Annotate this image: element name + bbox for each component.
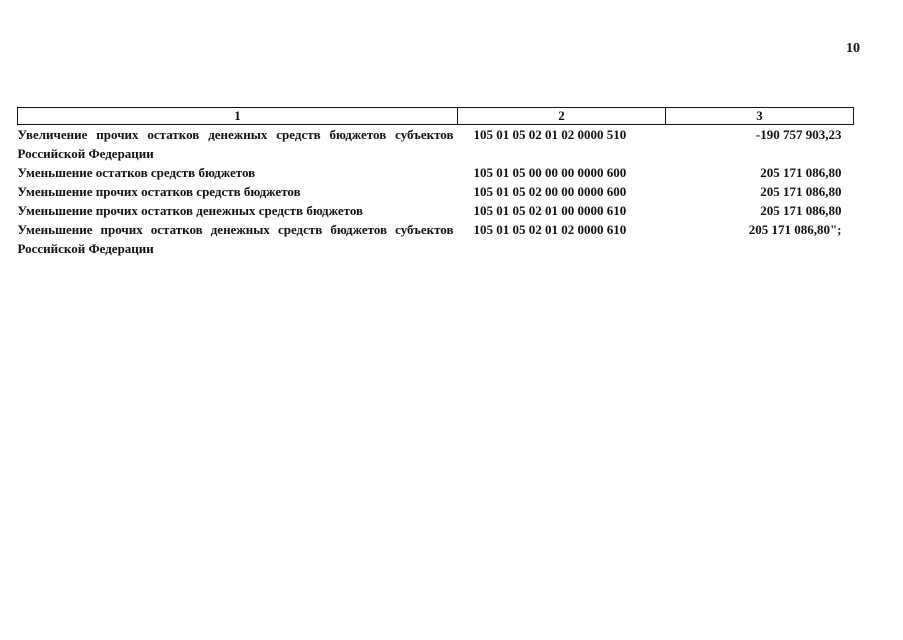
- row-amount: 205 171 086,80: [760, 165, 842, 180]
- column-header-2: 2: [458, 108, 666, 125]
- row-name: Уменьшение прочих остатков денежных средств бюджетов: [17, 203, 364, 218]
- table-row: [18, 163, 854, 182]
- row-code: 105 01 05 02 01 02 0000 510: [473, 127, 627, 142]
- table-row: [18, 201, 854, 220]
- row-name: Уменьшение остатков средств бюджетов: [17, 165, 256, 180]
- page-number: 10: [846, 41, 860, 56]
- row-name: Уменьшение прочих остатков средств бюджетов: [17, 184, 301, 199]
- row-code: 105 01 05 00 00 00 0000 600: [473, 165, 627, 180]
- row-amount: -190 757 903,23: [755, 127, 842, 142]
- column-header-1: 1: [18, 108, 458, 125]
- table-row: [18, 125, 854, 164]
- row-name: Увеличение прочих остатков денежных средств бюджетов субъектов Российской Федерации: [17, 127, 454, 161]
- row-code: 105 01 05 02 01 02 0000 610: [473, 222, 627, 237]
- row-amount: 205 171 086,80: [760, 184, 842, 199]
- table-row: [18, 182, 854, 201]
- row-code: 105 01 05 02 01 00 0000 610: [473, 203, 627, 218]
- row-amount: 205 171 086,80";: [748, 222, 842, 237]
- table-row: [18, 220, 854, 258]
- row-amount: 205 171 086,80: [760, 203, 842, 218]
- table-header-row: [18, 108, 854, 125]
- budget-sources-table: [17, 107, 854, 258]
- row-name: Уменьшение прочих остатков денежных средств бюджетов субъектов Российской Федерации: [17, 222, 454, 256]
- row-code: 105 01 05 02 00 00 0000 600: [473, 184, 627, 199]
- column-header-3: 3: [666, 108, 854, 125]
